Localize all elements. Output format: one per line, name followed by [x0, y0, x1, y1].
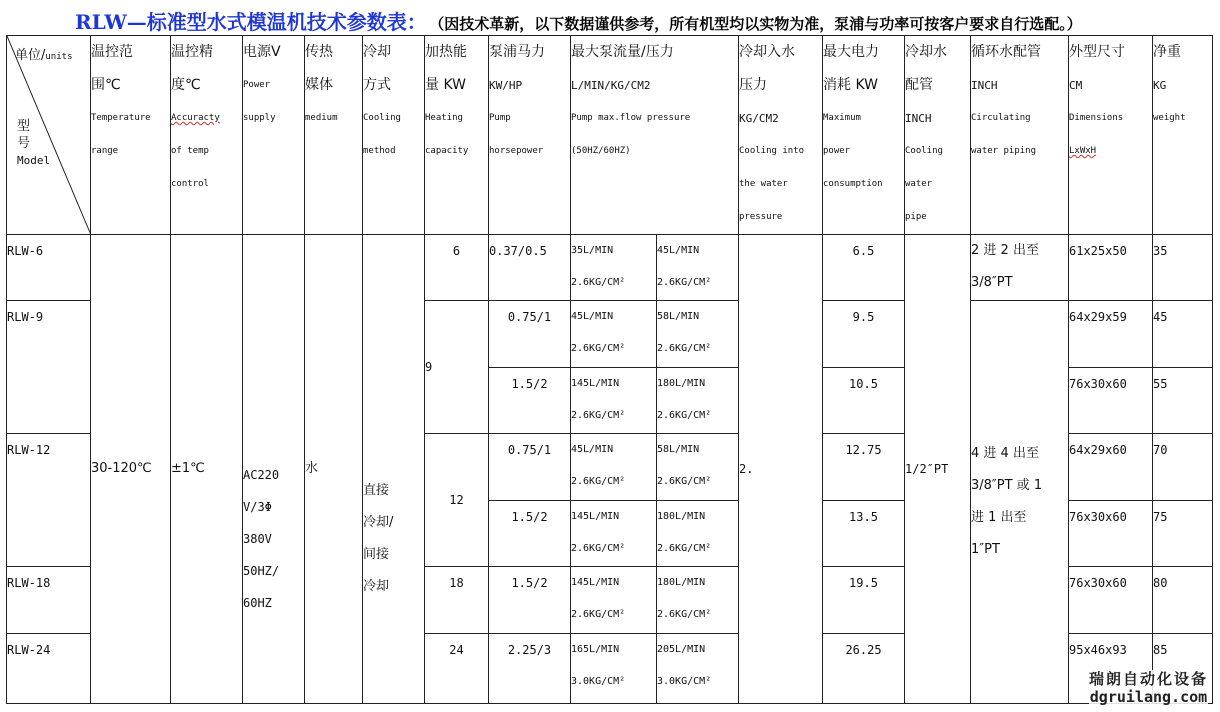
- header-circ-pipe: 循环水配管 INCH Circulating water piping: [971, 36, 1069, 235]
- page-title: [75, 6, 1215, 36]
- dimensions-cell: 64x29x59: [1069, 301, 1153, 368]
- pump-cell: 0.37/0.5: [489, 235, 571, 301]
- flow-60hz-cell: 180L/MIN 2.6KG/CM²: [657, 368, 739, 434]
- header-heating: 加热能 量 KW Heating capacity: [425, 36, 489, 235]
- header-flow: 最大泵流量/压力 L/MIN/KG/CM2 Pump max.flow pressure (50HZ/60HZ): [571, 36, 739, 235]
- pump-cell: 0.75/1: [489, 434, 571, 501]
- cooling-method-cell: 直接 冷却/ 间接 冷却: [363, 235, 425, 704]
- header-power: 电源V Power supply: [243, 36, 305, 235]
- max-power-cell: 19.5: [823, 567, 905, 634]
- accuracy-cell: ±1℃: [171, 235, 243, 704]
- flow-50hz-cell: 45L/MIN 2.6KG/CM²: [571, 301, 657, 368]
- header-row: [7, 36, 1213, 235]
- header-accuracy: 温控精 度℃ Accuracty of temp control: [171, 36, 243, 235]
- medium-cell: 水: [305, 235, 363, 704]
- weight-cell: 80: [1153, 567, 1213, 634]
- header-unit-model: [7, 36, 91, 235]
- header-cooling-method: 冷却 方式 Cooling method: [363, 36, 425, 235]
- heating-cell: 18: [425, 567, 489, 634]
- header-max-power: 最大电力 消耗 KW Maximum power consumption: [823, 36, 905, 235]
- pump-cell: 1.5/2: [489, 567, 571, 634]
- dimensions-cell: 76x30x60: [1069, 567, 1153, 634]
- flow-60hz-cell: 58L/MIN 2.6KG/CM²: [657, 434, 739, 501]
- model-cell: RLW-9: [7, 301, 91, 434]
- cooling-pressure-cell: 2.: [739, 235, 823, 704]
- dimensions-cell: 95x46x93: [1069, 634, 1153, 704]
- flow-50hz-cell: 165L/MIN 3.0KG/CM²: [571, 634, 657, 704]
- circ-pipe-cell: 4 进 4 出至 3/8″PT 或 1 进 1 出至 1″PT: [971, 301, 1069, 704]
- table-title: RLW—标准型水式模温机技术参数表：: [75, 10, 427, 34]
- max-power-cell: 13.5: [823, 501, 905, 567]
- dimensions-cell: 76x30x60: [1069, 368, 1153, 434]
- heating-cell: 12: [425, 434, 489, 567]
- heating-cell: 6: [425, 235, 489, 301]
- spec-table: [6, 35, 1213, 704]
- header-temp-range: 温控范 围℃ Temperature range: [91, 36, 171, 235]
- weight-cell: 85: [1153, 634, 1213, 704]
- power-cell: AC220 V/3Φ 380V 50HZ/ 60HZ: [243, 235, 305, 704]
- model-cell: RLW-24: [7, 634, 91, 704]
- flow-50hz-cell: 145L/MIN 2.6KG/CM²: [571, 501, 657, 567]
- max-power-cell: 6.5: [823, 235, 905, 301]
- cooling-pipe-cell: 1/2″PT: [905, 235, 971, 704]
- watermark-url: dgruilang.com: [1089, 688, 1208, 706]
- pump-cell: 2.25/3: [489, 634, 571, 704]
- header-cooling-pressure: 冷却入水 压力 KG/CM2 Cooling into the water pressure: [739, 36, 823, 235]
- flow-50hz-cell: 145L/MIN 2.6KG/CM²: [571, 567, 657, 634]
- watermark-company: 瑞朗自动化设备: [1088, 670, 1208, 688]
- heating-cell: 24: [425, 634, 489, 704]
- dimensions-cell: 64x29x60: [1069, 434, 1153, 501]
- header-weight: 净重 KG weight: [1153, 36, 1213, 235]
- pump-cell: 1.5/2: [489, 501, 571, 567]
- weight-cell: 35: [1153, 235, 1213, 301]
- weight-cell: 70: [1153, 434, 1213, 501]
- dimensions-cell: 76x30x60: [1069, 501, 1153, 567]
- table-row: [7, 235, 1213, 301]
- header-units: 单位/units: [15, 48, 73, 63]
- flow-50hz-cell: 35L/MIN 2.6KG/CM²: [571, 235, 657, 301]
- max-power-cell: 12.75: [823, 434, 905, 501]
- flow-60hz-cell: 180L/MIN 2.6KG/CM²: [657, 501, 739, 567]
- max-power-cell: 26.25: [823, 634, 905, 704]
- title-note: （因技术革新，以下数据谨供参考，所有机型均以实物为准，泵浦与功率可按客户要求自行选配。）: [436, 15, 1082, 33]
- flow-60hz-cell: 205L/MIN 3.0KG/CM²: [657, 634, 739, 704]
- max-power-cell: 10.5: [823, 368, 905, 434]
- model-cell: RLW-18: [7, 567, 91, 634]
- circ-pipe-cell: 2 进 2 出至 3/8″PT: [971, 235, 1069, 301]
- watermark: [1089, 670, 1208, 706]
- max-power-cell: 9.5: [823, 301, 905, 368]
- flow-50hz-cell: 45L/MIN 2.6KG/CM²: [571, 434, 657, 501]
- temp-range-cell: 30-120℃: [91, 235, 171, 704]
- header-dimensions: 外型尺寸 CM Dimensions LxWxH: [1069, 36, 1153, 235]
- weight-cell: 45: [1153, 301, 1213, 368]
- model-cell: RLW-12: [7, 434, 91, 567]
- weight-cell: 55: [1153, 368, 1213, 434]
- flow-50hz-cell: 145L/MIN 2.6KG/CM²: [571, 368, 657, 434]
- dimensions-cell: 61x25x50: [1069, 235, 1153, 301]
- pump-cell: 0.75/1: [489, 301, 571, 368]
- heating-cell: 9: [425, 301, 489, 434]
- flow-60hz-cell: 45L/MIN 2.6KG/CM²: [657, 235, 739, 301]
- header-cooling-pipe: 冷却水 配管 INCH Cooling water pipe: [905, 36, 971, 235]
- header-pump: 泵浦马力 KW/HP Pump horsepower: [489, 36, 571, 235]
- weight-cell: 75: [1153, 501, 1213, 567]
- flow-60hz-cell: 180L/MIN 2.6KG/CM²: [657, 567, 739, 634]
- flow-60hz-cell: 58L/MIN 2.6KG/CM²: [657, 301, 739, 368]
- header-medium: 传热 媒体 medium: [305, 36, 363, 235]
- pump-cell: 1.5/2: [489, 368, 571, 434]
- header-model: 型 号 Model: [17, 119, 51, 167]
- model-cell: RLW-6: [7, 235, 91, 301]
